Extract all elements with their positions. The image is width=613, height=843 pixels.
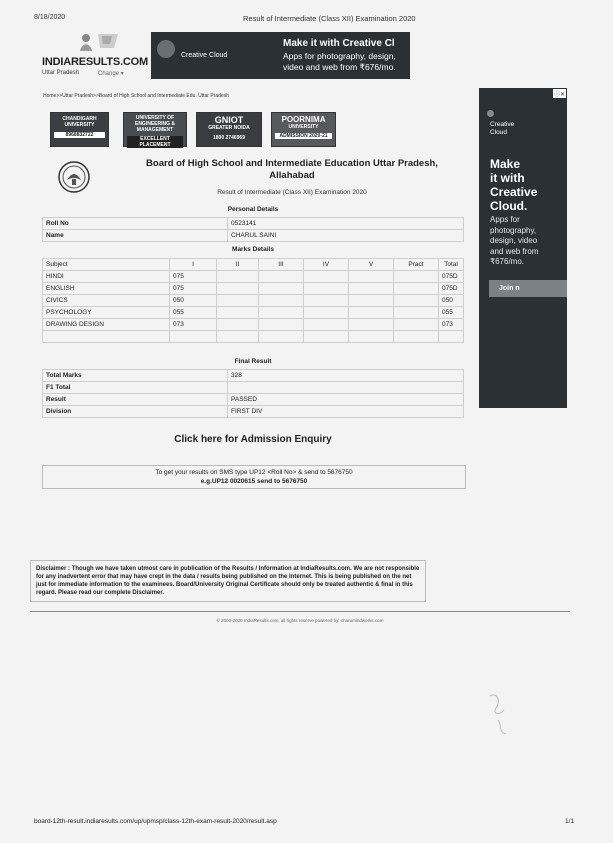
subject-cell: DRAWING DESIGN xyxy=(43,319,170,331)
empty-cell xyxy=(217,271,259,283)
empty-cell xyxy=(217,295,259,307)
table-row xyxy=(43,271,464,283)
creative-cloud-icon xyxy=(157,40,175,58)
board-city: Allahabad xyxy=(269,170,315,181)
subject-cell: PSYCHOLOGY xyxy=(43,307,170,319)
banner-headline: Make it with Creative Cl xyxy=(283,38,395,49)
empty-cell xyxy=(394,307,439,319)
side-headline xyxy=(490,157,537,213)
print-page-number: 1/1 xyxy=(565,818,575,825)
name-label: Name xyxy=(43,230,228,242)
side-join-button[interactable]: Join n xyxy=(489,280,567,297)
site-logo[interactable]: INDIARESULTS.COM xyxy=(42,56,148,68)
exam-title: Result of Intermediate (Class XII) Examination 2020 xyxy=(217,189,367,196)
final-result-heading: Final Result xyxy=(234,358,272,365)
total-marks-row xyxy=(43,370,464,382)
uni-ad-poornima[interactable] xyxy=(271,112,336,147)
banner-line2: video and web from ₹676/mo. xyxy=(283,62,396,72)
subject-cell: CIVICS xyxy=(43,295,170,307)
side-copy-line: ₹676/mo. xyxy=(490,257,524,266)
creative-cloud-icon xyxy=(487,110,494,117)
total-cell: 055 xyxy=(439,307,464,319)
empty-cell xyxy=(170,331,217,343)
total-marks-label: Total Marks xyxy=(43,370,228,382)
division-row xyxy=(43,406,464,418)
marks-i-cell: 055 xyxy=(170,307,217,319)
empty-cell xyxy=(217,319,259,331)
uni-ad-name1: CHANDIGARH xyxy=(62,116,97,122)
sms-line1: To get your results on SMS type UP12 <Roll No> & send to 5676750 xyxy=(155,469,353,476)
col-iv: IV xyxy=(304,259,349,271)
region-label: Uttar Pradesh xyxy=(42,70,80,76)
banner-line1: Apps for photography, design, xyxy=(283,51,396,61)
empty-cell xyxy=(394,331,439,343)
total-cell: 075D xyxy=(439,283,464,295)
marks-i-cell: 075 xyxy=(170,271,217,283)
uni-ad-phone: ADMISSION 2020-21 xyxy=(275,133,332,139)
side-brand xyxy=(490,121,514,137)
result-row xyxy=(43,394,464,406)
uni-ad-phone: 8968832722 xyxy=(54,132,105,138)
empty-cell xyxy=(304,271,349,283)
uni-ad-name2: ENGINEERING & MANAGEMENT xyxy=(134,121,175,133)
side-copy-line: design, video xyxy=(490,236,538,245)
pen-scribble-mark xyxy=(478,690,518,740)
uni-ad-name1: POORNIMA xyxy=(281,115,326,124)
col-subject: Subject xyxy=(43,259,170,271)
disclaimer-text[interactable]: Though we have taken utmost care in publication of the Results / Information at IndiaResults.com. We are not responsible for any inadvertent error that may have crept in the data / results being published on the Internet. This is being published on the net just for immediate information to the examinees. Board/University Original Certificate should only be treated authentic & final in this regard. Please read our complete Disclaimer. xyxy=(36,566,420,596)
print-url: board-12th-result.indiaresults.com/up/upmsp/class-12th-exam-result-2020/result.asp xyxy=(34,818,277,825)
total-marks-value: 328 xyxy=(228,370,464,382)
disclaimer-box xyxy=(30,560,426,602)
table-row xyxy=(43,319,464,331)
roll-value: 0523141 xyxy=(228,218,464,230)
empty-cell xyxy=(259,295,304,307)
change-region-link[interactable]: Change ▾ xyxy=(98,71,124,77)
table-row xyxy=(43,283,464,295)
uni-ad-name1: UNIVERSITY OF xyxy=(135,115,175,121)
print-title: Result of Intermediate (Class XII) Examination 2020 xyxy=(243,14,416,23)
division-label: Division xyxy=(43,406,228,418)
empty-cell xyxy=(259,307,304,319)
roll-label: Roll No xyxy=(43,218,228,230)
empty-cell xyxy=(304,295,349,307)
side-banner-ad[interactable] xyxy=(479,88,567,408)
sms-line2: e.g.UP12 0020615 send to 5676750 xyxy=(200,478,308,485)
final-result-table xyxy=(42,369,464,418)
uni-ad-phone: EXCELLENT PLACEMENT xyxy=(127,136,183,148)
roll-row xyxy=(43,218,464,230)
empty-cell xyxy=(349,307,394,319)
uni-ad-name2: UNIVERSITY xyxy=(288,124,319,130)
empty-cell xyxy=(304,283,349,295)
personal-details-heading: Personal Details xyxy=(227,206,279,213)
site-logo-graphic xyxy=(78,30,120,52)
uni-ad-chandigarh[interactable] xyxy=(50,112,109,147)
empty-cell xyxy=(217,331,259,343)
empty-cell xyxy=(349,295,394,307)
side-copy-line: and web from xyxy=(490,246,539,256)
side-brand-line: Cloud xyxy=(490,129,507,136)
col-ii: II xyxy=(217,259,259,271)
side-headline-line: Creative xyxy=(490,185,538,199)
empty-cell xyxy=(304,331,349,343)
table-row xyxy=(43,307,464,319)
uni-ad-gniot[interactable] xyxy=(196,112,262,147)
total-cell: 075D xyxy=(439,271,464,283)
empty-cell xyxy=(217,307,259,319)
footer-divider xyxy=(30,611,570,612)
empty-cell xyxy=(43,331,170,343)
col-v: V xyxy=(349,259,394,271)
marks-i-cell: 075 xyxy=(170,283,217,295)
copyright: © 2000-2020 IndiaResults.com, all rights reserve powered by: charumindworks.com xyxy=(216,618,384,623)
total-cell: 073 xyxy=(439,319,464,331)
total-cell: 050 xyxy=(439,295,464,307)
f1-total-row xyxy=(43,382,464,394)
sms-info-box xyxy=(42,465,466,489)
side-headline-line: it with xyxy=(490,171,525,185)
subject-cell: ENGLISH xyxy=(43,283,170,295)
ad-close-icon[interactable]: ⓘ✕ xyxy=(553,89,566,98)
banner-brand: Creative Cloud xyxy=(181,52,228,59)
result-label: Result xyxy=(43,394,228,406)
empty-cell xyxy=(304,307,349,319)
up-board-emblem xyxy=(57,160,91,194)
empty-cell xyxy=(259,331,304,343)
side-copy-line: Apps for xyxy=(490,215,520,224)
side-copy xyxy=(490,215,538,268)
subject-cell: HINDI xyxy=(43,271,170,283)
marks-header-row xyxy=(43,259,464,271)
empty-cell xyxy=(349,283,394,295)
top-banner-ad[interactable] xyxy=(151,32,410,79)
empty-cell xyxy=(349,319,394,331)
name-value: CHARUL SAINI xyxy=(228,230,464,242)
uni-ad-name1: GNIOT xyxy=(214,115,244,125)
breadcrumb[interactable]: Home>>Uttar Pradesh>>Board of High School and Intermediate Edu. Uttar Pradesh xyxy=(43,93,229,99)
marks-i-cell: 050 xyxy=(170,295,217,307)
empty-cell xyxy=(349,271,394,283)
table-row xyxy=(43,295,464,307)
result-value: PASSED xyxy=(228,394,464,406)
empty-cell xyxy=(259,271,304,283)
marks-table xyxy=(42,258,464,343)
print-date: 8/18/2020 xyxy=(34,14,66,21)
side-headline-line: Cloud. xyxy=(490,199,528,213)
uni-ad-name2: UNIVERSITY xyxy=(64,122,95,128)
admission-enquiry-link[interactable]: Click here for Admission Enquiry xyxy=(174,434,332,445)
empty-cell xyxy=(394,271,439,283)
col-iii: III xyxy=(259,259,304,271)
f1-total-value xyxy=(228,382,464,394)
empty-cell xyxy=(304,319,349,331)
col-pract: Pract xyxy=(394,259,439,271)
empty-cell xyxy=(349,331,394,343)
empty-cell xyxy=(259,283,304,295)
uni-ad-phone: 1800 2746969 xyxy=(213,135,245,141)
empty-cell xyxy=(394,295,439,307)
uni-ad-name2: GREATER NOIDA xyxy=(208,125,250,131)
col-i: I xyxy=(170,259,217,271)
empty-cell xyxy=(439,331,464,343)
marks-i-cell: 073 xyxy=(170,319,217,331)
disclaimer-lead: Disclaimer : xyxy=(36,566,71,572)
personal-details-table xyxy=(42,217,464,242)
empty-cell xyxy=(394,319,439,331)
marks-details-heading: Marks Details xyxy=(232,246,274,253)
division-value: FIRST DIV xyxy=(228,406,464,418)
blank-row xyxy=(43,331,464,343)
side-copy-line: photography, xyxy=(490,225,537,235)
board-title: Board of High School and Intermediate Education Uttar Pradesh, xyxy=(146,158,438,169)
side-headline-line: Make xyxy=(490,157,521,171)
name-row xyxy=(43,230,464,242)
empty-cell xyxy=(259,319,304,331)
uni-ad-uem[interactable] xyxy=(123,112,187,147)
empty-cell xyxy=(394,283,439,295)
col-total: Total xyxy=(439,259,464,271)
f1-total-label: F1 Total xyxy=(43,382,228,394)
side-brand-line: Creative xyxy=(490,121,515,128)
empty-cell xyxy=(217,283,259,295)
